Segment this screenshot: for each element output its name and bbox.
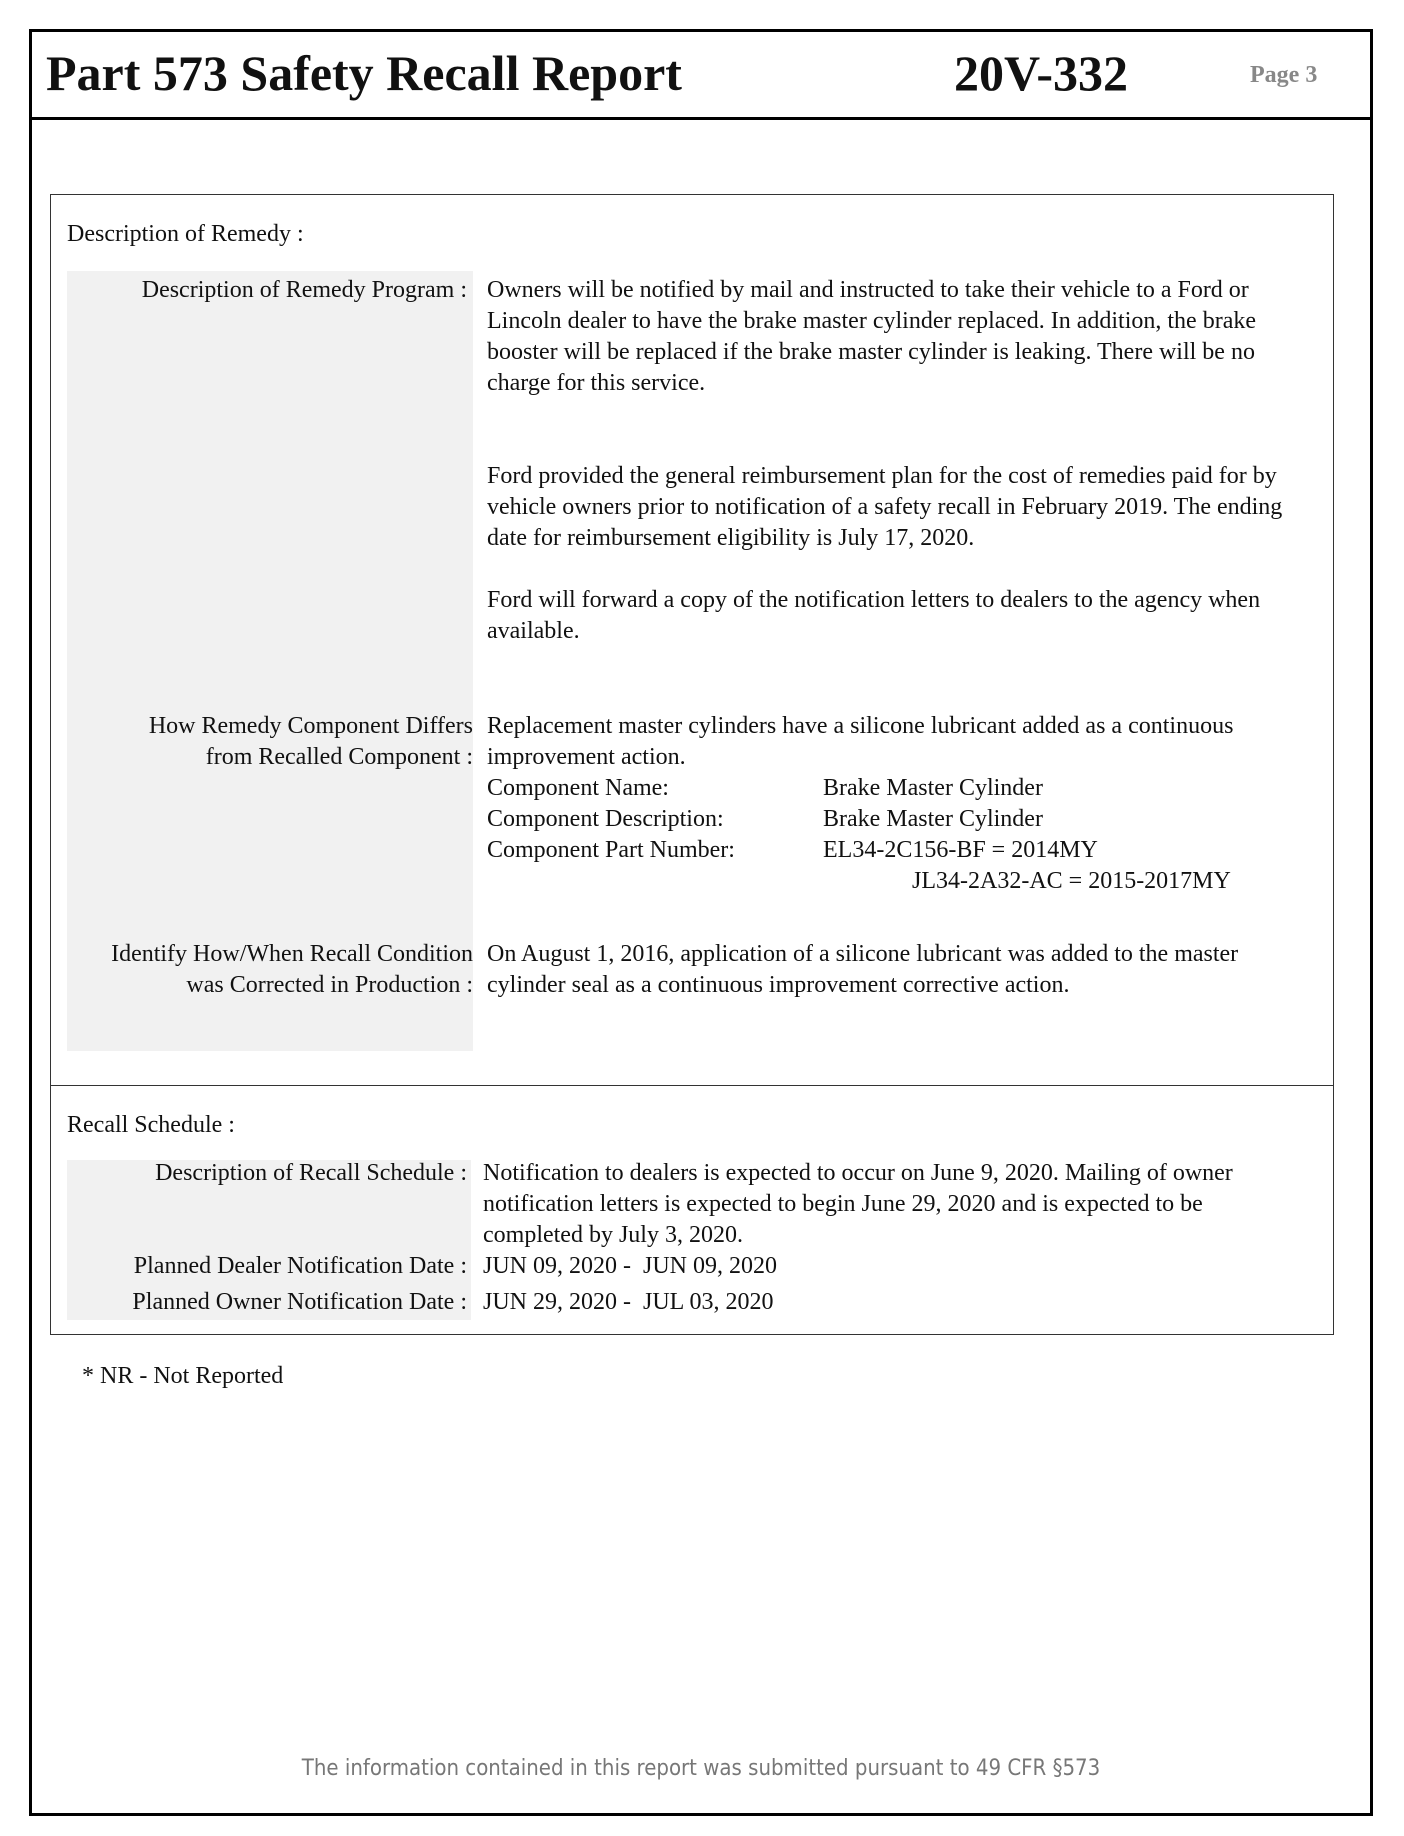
schedule-section-title: Recall Schedule : (67, 1112, 235, 1138)
differs-value (487, 711, 1307, 897)
component-key: Component Name: (487, 775, 669, 801)
schedule-desc-value: Notification to dealers is expected to occur on June 9, 2020. Mailing of owner notification letters is expected to begin June 29, 2020 and is expected to be completed by July 3, 2020. (483, 1160, 1233, 1248)
dealer-date-label: Planned Dealer Notification Date : (133, 1253, 467, 1279)
report-header (32, 32, 1370, 120)
part-number-2: JL34-2A32-AC = 2015-2017MY (912, 868, 1231, 894)
report-title: Part 573 Safety Recall Report (46, 45, 682, 101)
component-row (487, 804, 1307, 835)
corrected-value: On August 1, 2016, application of a silicone lubricant was added to the master cylinder seal as a continuous improvement corrective action. (487, 941, 1239, 998)
report-page (29, 29, 1373, 1816)
recall-id: 20V-332 (954, 45, 1129, 101)
page-number: Page 3 (1250, 62, 1318, 88)
corrected-label-line1: Identify How/When Recall Condition (111, 941, 473, 967)
schedule-desc-label: Description of Recall Schedule : (155, 1160, 467, 1186)
component-value: Brake Master Cylinder (823, 806, 1043, 832)
footnote: * NR - Not Reported (82, 1363, 284, 1389)
differs-label (67, 711, 473, 773)
corrected-label-line2: was Corrected in Production : (186, 972, 473, 998)
component-value: EL34-2C156-BF = 2014MY (823, 837, 1098, 863)
component-key: Component Part Number: (487, 837, 735, 863)
remedy-paragraph: Owners will be notified by mail and instructed to take their vehicle to a Ford or Lincoln dealer to have the brake master cylinder replaced. In addition, the brake booster will be replaced if the brake master cylinder is leaking. There will be no charge for this service. (487, 277, 1256, 396)
remedy-program-label: Description of Remedy Program : (141, 277, 467, 303)
owner-date-label: Planned Owner Notification Date : (132, 1289, 467, 1315)
label-column (67, 271, 473, 1051)
component-key: Component Description: (487, 806, 724, 832)
component-row (487, 773, 1307, 804)
schedule-section (50, 1085, 1334, 1335)
differs-label-line1: How Remedy Component Differs (148, 713, 473, 739)
component-value: Brake Master Cylinder (823, 775, 1043, 801)
footer-disclaimer: The information contained in this report was submitted pursuant to 49 CFR §573 (301, 1756, 1101, 1781)
remedy-program-value (487, 275, 1307, 647)
differs-text: Replacement master cylinders have a silicone lubricant added as a continuous improvement action. (487, 713, 1234, 770)
dealer-date-value: JUN 09, 2020 - JUN 09, 2020 (483, 1253, 777, 1279)
corrected-label (67, 939, 473, 1001)
differs-label-line2: from Recalled Component : (205, 744, 473, 770)
remedy-paragraph: Ford provided the general reimbursement plan for the cost of remedies paid for by vehicle owners prior to notification of a safety recall in February 2019. The ending date for reimbursement eligibility is July 17, 2020. (487, 463, 1283, 551)
owner-date-value: JUN 29, 2020 - JUL 03, 2020 (483, 1289, 774, 1315)
remedy-section (50, 194, 1334, 1100)
component-row (487, 835, 1307, 866)
remedy-paragraph: Ford will forward a copy of the notification letters to dealers to the agency when available. (487, 587, 1261, 644)
remedy-section-title: Description of Remedy : (67, 221, 304, 247)
